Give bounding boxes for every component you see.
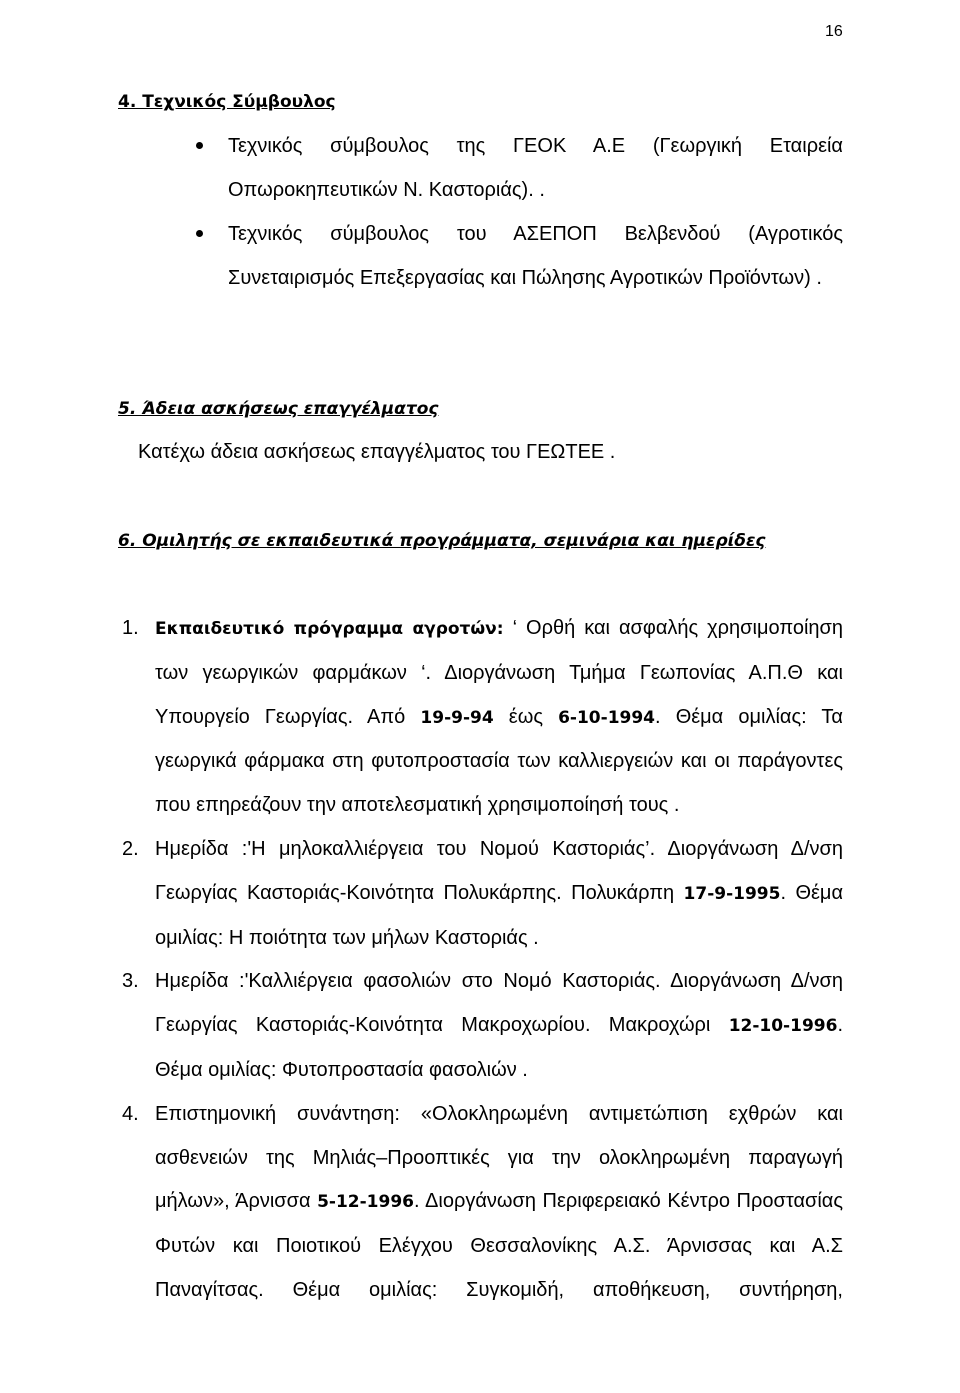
talk-item — [122, 1093, 843, 1313]
bullet-icon — [196, 230, 203, 237]
talk-text: . Διοργάνωση Περιφερειακό Κέντρο Προστασίας Φυτών και Ποιοτικού Ελέγχου Θεσσαλονίκης Α.Σ. Άρνισσας και Α.Σ Παναγίτσας. Θέμα ομιλίας: Συγκομιδή, αποθήκευση, συντήρηση, — [155, 1190, 843, 1301]
talk-number: 3. — [122, 970, 139, 993]
talk-item — [122, 960, 843, 1092]
talk-text: έως — [493, 705, 559, 728]
page-number: 16 — [825, 23, 843, 40]
talk-number: 2. — [122, 837, 139, 860]
talk-text: . Θέμα ομιλίας: Φυτοπροστασία φασολιών . — [155, 1014, 843, 1081]
section-heading-speaker: 6. Ομιλητής σε εκπαιδευτικά προγράμματα, σεμινάρια και ημερίδες — [118, 531, 766, 551]
talk-date-from: 19-9-94 — [420, 707, 494, 728]
list-item — [228, 212, 843, 300]
talk-item — [122, 607, 843, 828]
talk-date: 5-12-1996 — [317, 1192, 414, 1213]
talk-number: 4. — [122, 1102, 139, 1125]
list-item-text: Τεχνικός σύμβουλος της ΓΕΟΚ Α.Ε (Γεωργική Εταιρεία Οπωροκηπευτικών Ν. Καστοριάς). . — [228, 135, 843, 201]
talk-label: Εκπαιδευτικό πρόγραμμα αγροτών: — [155, 619, 504, 639]
technical-advisor-list — [228, 124, 843, 300]
bullet-icon — [196, 142, 203, 149]
section-heading-technical-advisor: 4. Τεχνικός Σύμβουλος — [118, 92, 336, 112]
list-item-text: Τεχνικός σύμβουλος του ΑΣΕΠΟΠ Βελβενδού (Αγροτικός Συνεταιρισμός Επεξεργασίας και Πώλησης Αγροτικών Προϊόντων) . — [228, 223, 843, 289]
section-heading-license: 5. Άδεια ασκήσεως επαγγέλματος — [118, 399, 439, 419]
talk-text: ‘ Ορθή και ασφαλής χρησιμοποίηση των γεωργικών φαρμάκων ‘. Διοργάνωση Τμήμα Γεωπονίας Α.Π.Θ και Υπουργείο Γεωργίας. Από — [155, 617, 843, 728]
talk-item — [122, 828, 844, 960]
license-text: Κατέχω άδεια ασκήσεως επαγγέλματος του ΓΕΩΤΕΕ . — [138, 441, 616, 463]
talk-date-to: 6-10-1994 — [558, 707, 656, 728]
talk-date: 12-10-1996 — [728, 1016, 838, 1037]
talk-date: 17-9-1995 — [683, 883, 781, 904]
talk-number: 1. — [122, 617, 139, 639]
list-item — [228, 124, 843, 212]
talk-text: . Θέμα ομιλίας: Η ποιότητα των μήλων Καστοριάς . — [155, 881, 844, 949]
talk-text: Επιστημονική συνάντηση: «Ολοκληρωμένη αντιμετώπιση εχθρών και ασθενειών της Μηλιάς–Προοπτικές για την ολοκληρωμένη παραγωγή μήλων», Άρνισσα — [155, 1102, 843, 1213]
speaker-talks-list — [122, 607, 844, 1313]
talk-text: Ημερίδα :'Καλλιέργεια φασολιών στο Νομό Καστοριάς. Διοργάνωση Δ/νση Γεωργίας Καστοριάς-Κοινότητα Μακροχωρίου. Μακροχώρι — [155, 970, 843, 1037]
talk-text: . Θέμα ομιλίας: Τα γεωργικά φάρμακα στη φυτοπροστασία των καλλιεργειών και οι παράγοντες που επηρεάζουν την αποτελεσματική χρησιμοποίησή τους . — [155, 705, 843, 817]
talk-text: Ημερίδα :'Η μηλοκαλλιέργεια του Νομού Καστοριάς’. Διοργάνωση Δ/νση Γεωργίας Καστοριάς-Κοινότητα Πολυκάρπης. Πολυκάρπη — [155, 837, 843, 904]
